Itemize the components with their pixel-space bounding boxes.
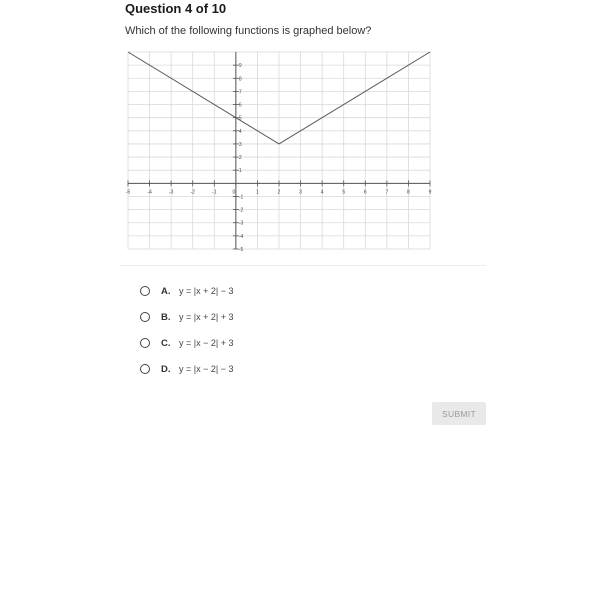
choice-letter: C. <box>161 337 171 349</box>
x-tick-label: -2 <box>190 189 195 196</box>
y-tick-label: 6 <box>238 102 242 109</box>
x-tick-label: 1 <box>256 189 259 196</box>
x-tick-label: 0 <box>232 189 236 196</box>
y-tick-label: 2 <box>238 155 242 162</box>
divider <box>120 265 486 266</box>
x-tick-label: 5 <box>342 189 346 196</box>
question-header: Question 4 of 10 <box>125 1 227 16</box>
y-tick-label: 9 <box>238 63 242 70</box>
function-graph <box>120 48 440 253</box>
x-tick-label: 3 <box>299 189 302 196</box>
radio-button[interactable] <box>140 338 150 348</box>
y-tick-label: 8 <box>238 76 242 83</box>
radio-button[interactable] <box>140 286 150 296</box>
y-tick-label: -4 <box>238 233 244 240</box>
x-tick-label: -3 <box>168 189 174 196</box>
choice-a[interactable] <box>140 282 400 300</box>
x-tick-label: -4 <box>147 189 152 196</box>
y-tick-label: -3 <box>238 220 244 227</box>
choice-formula: y = |x − 2| − 3 <box>179 364 234 374</box>
x-tick-label: 8 <box>407 189 410 196</box>
question-prompt: Which of the following functions is graphed below? <box>125 25 372 37</box>
choice-formula: y = |x − 2| + 3 <box>179 338 234 348</box>
choice-letter: B. <box>161 311 171 323</box>
x-tick-label: 9 <box>428 189 432 196</box>
submit-button[interactable]: SUBMIT <box>432 402 486 425</box>
y-tick-label: -2 <box>238 207 244 214</box>
choice-d[interactable] <box>140 360 400 378</box>
choice-formula: y = |x + 2| − 3 <box>179 286 234 296</box>
x-tick-label: -1 <box>212 189 217 196</box>
radio-button[interactable] <box>140 364 150 374</box>
y-tick-label: 5 <box>238 115 242 122</box>
x-tick-label: 2 <box>277 189 281 196</box>
y-tick-label: 3 <box>238 141 242 148</box>
choice-b[interactable] <box>140 308 400 326</box>
x-tick-label: -5 <box>125 189 131 196</box>
x-tick-label: 6 <box>363 189 367 196</box>
y-tick-label: 4 <box>238 128 242 135</box>
y-tick-label: -5 <box>238 247 244 253</box>
radio-button[interactable] <box>140 312 150 322</box>
x-tick-label: 7 <box>385 189 389 196</box>
choice-c[interactable] <box>140 334 400 352</box>
y-tick-label: -1 <box>238 194 244 201</box>
choice-formula: y = |x + 2| + 3 <box>179 312 234 322</box>
choice-letter: D. <box>161 363 171 375</box>
choice-letter: A. <box>161 285 171 297</box>
x-tick-label: 4 <box>320 189 324 196</box>
y-tick-label: 1 <box>238 168 242 175</box>
y-tick-label: 7 <box>238 89 242 96</box>
